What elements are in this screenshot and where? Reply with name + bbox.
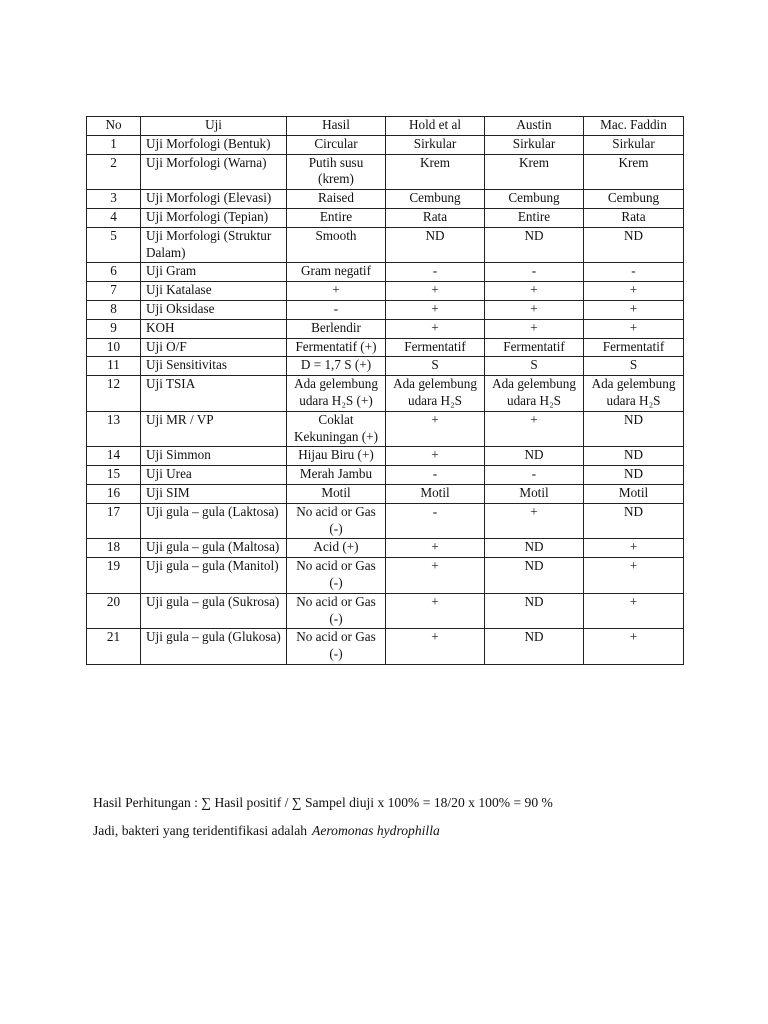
cell-uji: Uji Oksidase [141,300,287,319]
conclusion-text [93,823,440,840]
cell-hold-et-al: Krem [386,154,485,190]
table-header-row [87,117,684,136]
table-row [87,208,684,227]
table-row [87,447,684,466]
cell-austin: - [485,263,584,282]
cell-mac-faddin: Cembung [584,190,684,209]
cell-mac-faddin: ND [584,411,684,447]
cell-no: 8 [87,300,141,319]
cell-mac-faddin: Fermentatif [584,338,684,357]
table-row [87,227,684,263]
cell-uji: Uji Katalase [141,282,287,301]
cell-no: 15 [87,466,141,485]
cell-hasil: Hijau Biru (+) [287,447,386,466]
cell-no: 1 [87,135,141,154]
cell-no: 7 [87,282,141,301]
table-row [87,263,684,282]
table-row [87,282,684,301]
table-row [87,411,684,447]
table-row [87,319,684,338]
cell-austin: + [485,319,584,338]
cell-uji: Uji gula – gula (Glukosa) [141,629,287,665]
cell-hold-et-al: Rata [386,208,485,227]
cell-hasil: Entire [287,208,386,227]
cell-uji: KOH [141,319,287,338]
cell-uji: Uji SIM [141,484,287,503]
cell-no: 16 [87,484,141,503]
cell-hold-et-al: + [386,411,485,447]
cell-mac-faddin: Ada gelembung udara H₂S [584,376,684,412]
cell-hasil: Gram negatif [287,263,386,282]
cell-hasil: No acid or Gas (-) [287,558,386,594]
cell-no: 12 [87,376,141,412]
species-name: Aeromonas hydrophilla [312,823,440,838]
cell-hold-et-al: + [386,629,485,665]
cell-hold-et-al: - [386,503,485,539]
cell-austin: S [485,357,584,376]
header-mac-faddin: Mac. Faddin [584,117,684,136]
cell-hold-et-al: - [386,466,485,485]
table-row [87,300,684,319]
calculation-text: Hasil Perhitungan : ∑ Hasil positif / ∑ Sampel diuji x 100% = 18/20 x 100% = 90 % [93,795,553,810]
cell-austin: ND [485,227,584,263]
table-row [87,466,684,485]
cell-austin: - [485,466,584,485]
header-austin: Austin [485,117,584,136]
cell-austin: + [485,503,584,539]
cell-mac-faddin: Sirkular [584,135,684,154]
table-row [87,629,684,665]
cell-hold-et-al: + [386,539,485,558]
cell-no: 20 [87,593,141,629]
cell-mac-faddin: S [584,357,684,376]
cell-uji: Uji Simmon [141,447,287,466]
cell-mac-faddin: ND [584,466,684,485]
cell-mac-faddin: ND [584,447,684,466]
cell-mac-faddin: ND [584,503,684,539]
cell-hasil: Smooth [287,227,386,263]
cell-austin: ND [485,539,584,558]
cell-hold-et-al: + [386,593,485,629]
cell-austin: + [485,411,584,447]
cell-hasil: No acid or Gas (-) [287,629,386,665]
cell-hold-et-al: + [386,558,485,594]
cell-austin: ND [485,629,584,665]
conclusion-prefix: Jadi, bakteri yang teridentifikasi adalah [93,823,308,838]
cell-hasil: - [287,300,386,319]
table-row [87,484,684,503]
cell-no: 17 [87,503,141,539]
cell-mac-faddin: ND [584,227,684,263]
cell-hasil: Coklat Kekuningan (+) [287,411,386,447]
cell-uji: Uji Urea [141,466,287,485]
cell-hasil: Berlendir [287,319,386,338]
cell-mac-faddin: + [584,593,684,629]
cell-uji: Uji MR / VP [141,411,287,447]
cell-uji: Uji gula – gula (Sukrosa) [141,593,287,629]
cell-hold-et-al: Ada gelembung udara H₂S [386,376,485,412]
cell-hold-et-al: Motil [386,484,485,503]
cell-no: 2 [87,154,141,190]
cell-mac-faddin: + [584,319,684,338]
cell-mac-faddin: + [584,629,684,665]
cell-mac-faddin: + [584,539,684,558]
cell-uji: Uji Morfologi (Bentuk) [141,135,287,154]
cell-no: 3 [87,190,141,209]
cell-no: 9 [87,319,141,338]
table-row [87,357,684,376]
cell-uji: Uji Sensitivitas [141,357,287,376]
header-no: No [87,117,141,136]
cell-uji: Uji Morfologi (Elevasi) [141,190,287,209]
cell-no: 5 [87,227,141,263]
cell-austin: ND [485,558,584,594]
cell-uji: Uji Morfologi (Warna) [141,154,287,190]
cell-austin: ND [485,593,584,629]
cell-uji: Uji Morfologi (Tepian) [141,208,287,227]
cell-no: 6 [87,263,141,282]
cell-hold-et-al: ND [386,227,485,263]
cell-no: 19 [87,558,141,594]
cell-hasil: Circular [287,135,386,154]
table-row [87,503,684,539]
cell-hasil: + [287,282,386,301]
cell-hasil: D = 1,7 S (+) [287,357,386,376]
cell-uji: Uji gula – gula (Laktosa) [141,503,287,539]
cell-no: 18 [87,539,141,558]
cell-austin: Cembung [485,190,584,209]
table-row [87,338,684,357]
table-row [87,135,684,154]
cell-uji: Uji Gram [141,263,287,282]
cell-mac-faddin: Rata [584,208,684,227]
cell-austin: Ada gelembung udara H₂S [485,376,584,412]
cell-hasil: Ada gelembung udara H₂S (+) [287,376,386,412]
cell-mac-faddin: Motil [584,484,684,503]
table-row [87,539,684,558]
table-row [87,376,684,412]
cell-no: 11 [87,357,141,376]
cell-hasil: Raised [287,190,386,209]
cell-no: 10 [87,338,141,357]
cell-hasil: Fermentatif (+) [287,338,386,357]
cell-austin: Motil [485,484,584,503]
cell-hold-et-al: Fermentatif [386,338,485,357]
cell-hasil: Merah Jambu [287,466,386,485]
header-uji: Uji [141,117,287,136]
header-hasil: Hasil [287,117,386,136]
cell-hasil: No acid or Gas (-) [287,593,386,629]
cell-mac-faddin: + [584,282,684,301]
cell-uji: Uji Morfologi (Struktur Dalam) [141,227,287,263]
cell-no: 14 [87,447,141,466]
cell-hasil: Putih susu (krem) [287,154,386,190]
cell-austin: Krem [485,154,584,190]
header-hold-et-al: Hold et al [386,117,485,136]
cell-austin: + [485,282,584,301]
results-table [86,116,684,665]
cell-mac-faddin: + [584,558,684,594]
table-row [87,593,684,629]
cell-hasil: No acid or Gas (-) [287,503,386,539]
cell-uji: Uji O/F [141,338,287,357]
cell-hold-et-al: Sirkular [386,135,485,154]
cell-no: 13 [87,411,141,447]
cell-no: 4 [87,208,141,227]
cell-no: 21 [87,629,141,665]
cell-austin: Sirkular [485,135,584,154]
cell-mac-faddin: Krem [584,154,684,190]
cell-austin: ND [485,447,584,466]
cell-hold-et-al: + [386,282,485,301]
cell-uji: Uji TSIA [141,376,287,412]
cell-mac-faddin: - [584,263,684,282]
cell-hold-et-al: - [386,263,485,282]
cell-austin: Fermentatif [485,338,584,357]
table-body [87,135,684,664]
cell-hold-et-al: + [386,319,485,338]
cell-hasil: Motil [287,484,386,503]
cell-mac-faddin: + [584,300,684,319]
cell-hold-et-al: S [386,357,485,376]
cell-uji: Uji gula – gula (Manitol) [141,558,287,594]
cell-austin: + [485,300,584,319]
cell-hold-et-al: Cembung [386,190,485,209]
table-row [87,190,684,209]
cell-hasil: Acid (+) [287,539,386,558]
table-row [87,558,684,594]
cell-uji: Uji gula – gula (Maltosa) [141,539,287,558]
cell-hold-et-al: + [386,447,485,466]
cell-hold-et-al: + [386,300,485,319]
table-row [87,154,684,190]
cell-austin: Entire [485,208,584,227]
